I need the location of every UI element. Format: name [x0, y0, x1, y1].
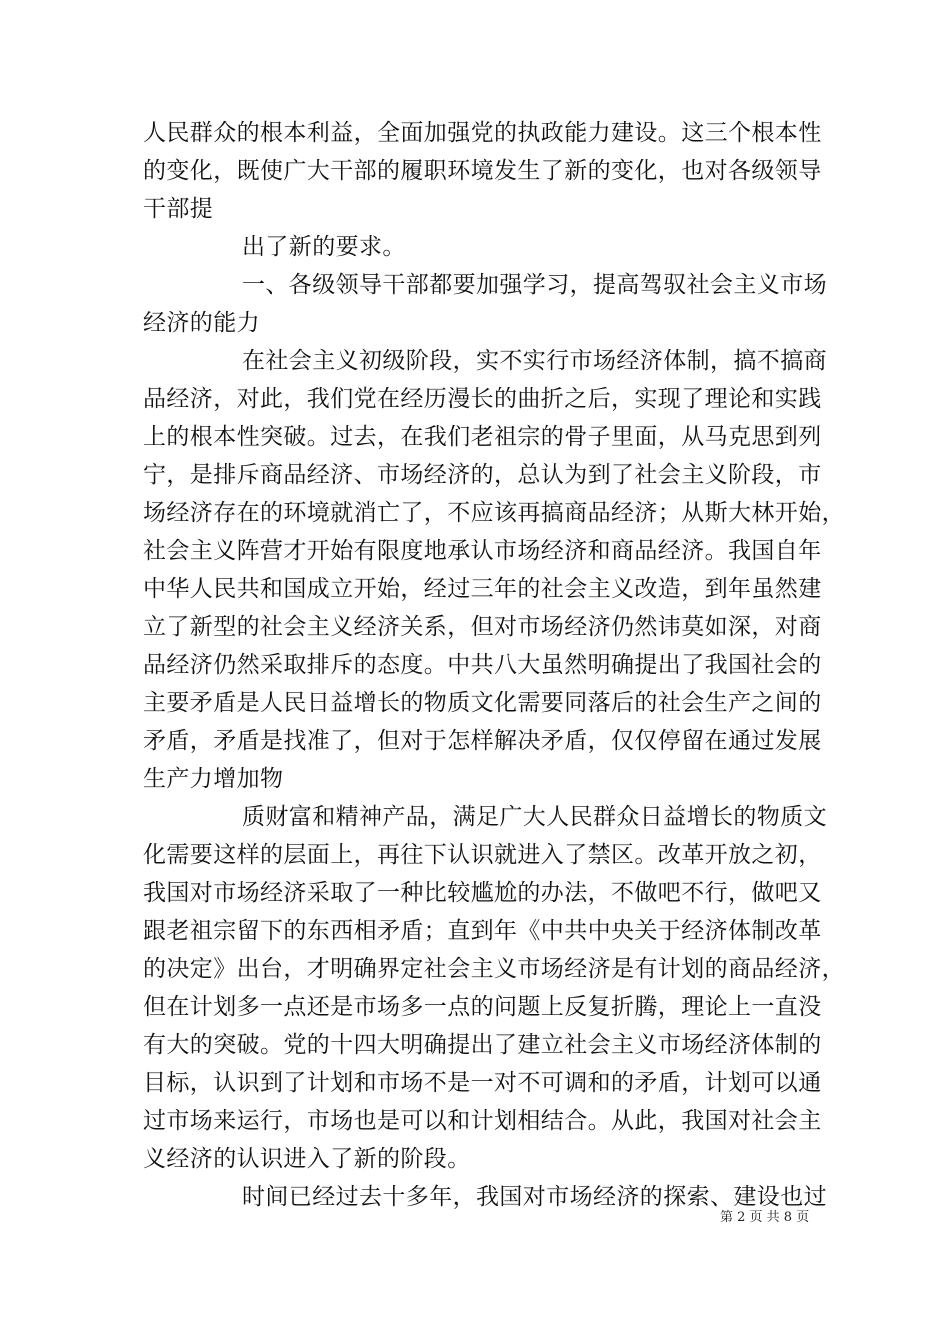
text-line: 干部提	[143, 196, 214, 222]
page-number: 第 2 页 共 8 页	[720, 1210, 810, 1225]
text-line: 在社会主义初级阶段，实不实行市场经济体制，搞不搞商	[242, 348, 827, 374]
text-line: 但在计划多一点还是市场多一点的问题上反复折腾，理论上一直没	[143, 994, 822, 1020]
text-line: 时间已经过去十多年，我国对市场经济的探索、建设也过	[242, 1184, 827, 1210]
section-heading: 经济的能力	[143, 310, 260, 336]
section-heading: 一、各级领导干部都要加强学习，提高驾驭社会主义市场	[242, 272, 827, 298]
text-line: 场经济存在的环境就消亡了，不应该再搞商品经济；从斯大林开始，	[143, 500, 845, 526]
body-text	[143, 114, 845, 1216]
text-line: 有大的突破。党的十四大明确提出了建立社会主义市场经济体制的	[143, 1032, 822, 1058]
text-line: 我国对市场经济采取了一种比较尴尬的办法，不做吧不行，做吧又	[143, 880, 822, 906]
text-line: 的决定》出台，才明确界定社会主义市场经济是有计划的商品经济，	[143, 956, 845, 982]
text-line: 质财富和精神产品，满足广大人民群众日益增长的物质文	[242, 804, 827, 830]
text-line: 过市场来运行，市场也是可以和计划相结合。从此，我国对社会主	[143, 1108, 822, 1134]
text-line: 中华人民共和国成立开始，经过三年的社会主义改造，到年虽然建	[143, 576, 822, 602]
text-line: 化需要这样的层面上，再往下认识就进入了禁区。改革开放之初，	[143, 842, 822, 868]
text-line: 的变化，既使广大干部的履职环境发生了新的变化，也对各级领导	[143, 158, 822, 184]
text-line: 目标，认识到了计划和市场不是一对不可调和的矛盾，计划可以通	[143, 1070, 822, 1096]
text-line: 矛盾，矛盾是找准了，但对于怎样解决矛盾，仅仅停留在通过发展	[143, 728, 822, 754]
text-line: 义经济的认识进入了新的阶段。	[143, 1146, 471, 1172]
text-line: 品经济，对此，我们党在经历漫长的曲折之后，实现了理论和实践	[143, 386, 822, 412]
text-line: 社会主义阵营才开始有限度地承认市场经济和商品经济。我国自年	[143, 538, 822, 564]
text-line: 宁，是排斥商品经济、市场经济的，总认为到了社会主义阶段，市	[143, 462, 822, 488]
text-line: 主要矛盾是人民日益增长的物质文化需要同落后的社会生产之间的	[143, 690, 822, 716]
text-line: 人民群众的根本利益，全面加强党的执政能力建设。这三个根本性	[143, 120, 822, 146]
text-line: 品经济仍然采取排斥的态度。中共八大虽然明确提出了我国社会的	[143, 652, 822, 678]
text-line: 跟老祖宗留下的东西相矛盾；直到年《中共中央关于经济体制改革	[143, 918, 822, 944]
text-line: 生产力增加物	[143, 766, 284, 792]
text-line: 立了新型的社会主义经济关系，但对市场经济仍然讳莫如深，对商	[143, 614, 822, 640]
text-line: 出了新的要求。	[242, 234, 406, 260]
text-line: 上的根本性突破。过去，在我们老祖宗的骨子里面，从马克思到列	[143, 424, 822, 450]
